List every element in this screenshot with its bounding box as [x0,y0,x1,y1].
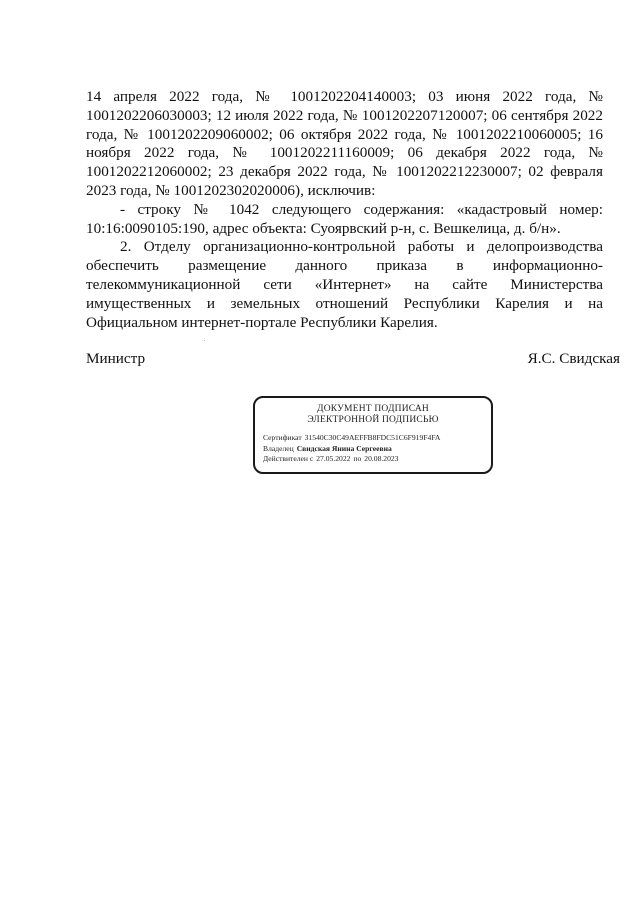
signature-row [86,350,620,368]
certificate-label: Сертификат [263,433,302,442]
stamp-details [263,433,483,465]
stamp-certificate-row [263,433,483,444]
owner-label: Владелец [263,443,294,453]
certificate-value: 31540C30C49AEFFB8FDC51C6F919F4FA [304,433,441,442]
stamp-title-line-1: ДОКУМЕНТ ПОДПИСАН [317,404,429,414]
stamp-owner-row [263,444,483,455]
valid-from: 27.05.2022 [316,454,351,463]
stamp-validity-row [263,454,483,465]
owner-value: Свидская Янина Сергеевна [296,443,392,453]
scan-speck [204,340,205,341]
paragraph-publication-order: 2. Отделу организационно-контрольной работы и делопроизводства обеспечить размещение данного приказа в информационно-телекоммуникационной сети «Интернет» на сайте Министерства имущественных и земельных отношений Республики Карелия и на Официальном интернет-портале Республики Карелия. [86,238,603,331]
valid-to-label: по [353,454,362,463]
document-body [86,88,603,332]
paragraph-exclusion-row: - строку № 1042 следующего содержания: «кадастровый номер: 10:16:0090105:190, адрес объекта: Суоярвский р-н, с. Вешкелица, д. б/н». [86,200,603,237]
paragraph-dates-list: 14 апреля 2022 года, № 1001202204140003; 03 июня 2022 года, № 1001202206030003; 12 июля 2022 года, № 1001202207120007; 06 сентября 2022 года, № 1001202209060002; 06 октября 2022 года, № 1001202210060005; 16 ноября 2022 года, № 1001202211160009; 06 декабря 2022 года, № 1001202212060002; 23 декабря 2022 года, № 1001202212230007; 02 февраля 2023 года, № 1001202302020006), исключив: [86,88,603,199]
stamp-title [263,404,483,426]
valid-label: Действителен с [263,454,314,463]
electronic-signature-stamp [253,396,493,474]
signatory-name: Я.С. Свидская [527,350,620,367]
valid-to: 20.08.2023 [364,454,399,463]
stamp-title-line-2: ЭЛЕКТРОННОЙ ПОДПИСЬЮ [307,415,439,425]
signatory-position: Министр [86,350,146,367]
